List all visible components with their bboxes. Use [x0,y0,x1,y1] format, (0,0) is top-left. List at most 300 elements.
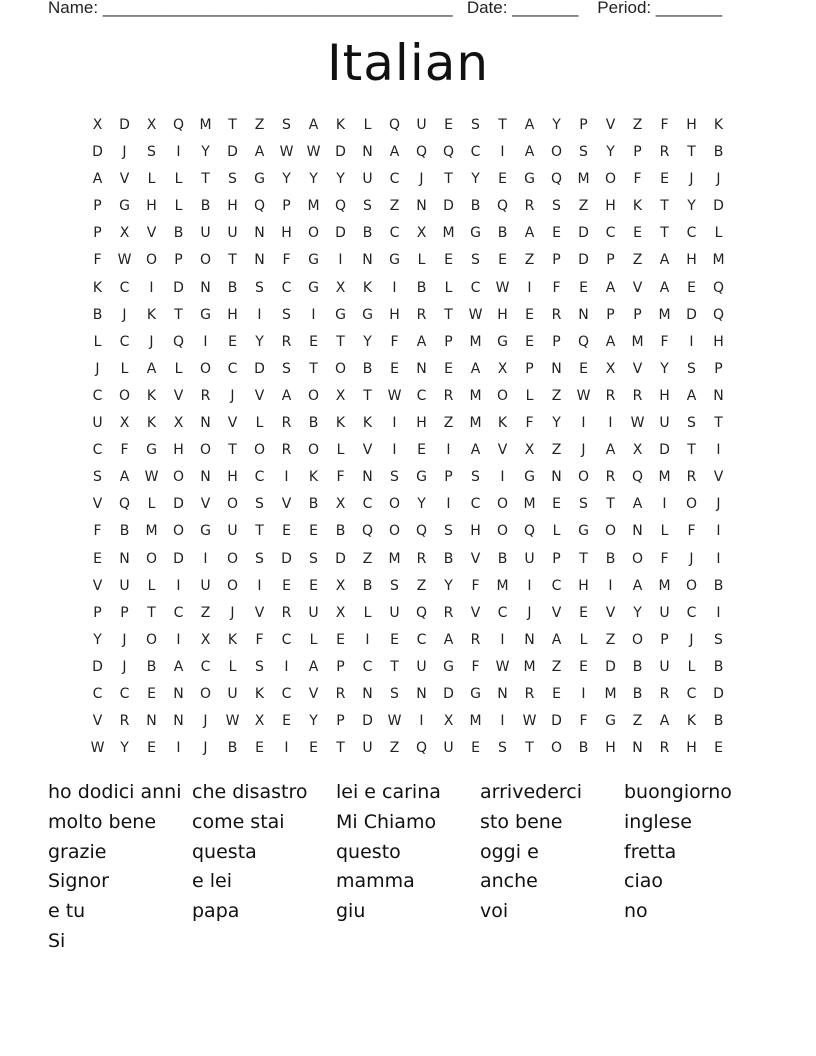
grid-letter[interactable]: A [173,658,184,675]
grid-letter[interactable]: I [608,577,613,594]
grid-letter[interactable]: B [362,360,373,377]
grid-letter[interactable]: L [687,658,696,675]
grid-letter[interactable]: P [552,550,561,567]
grid-letter[interactable]: U [524,550,535,567]
grid-letter[interactable]: I [716,550,721,567]
grid-letter[interactable]: F [633,171,642,188]
grid-letter[interactable]: V [605,117,616,133]
grid-letter[interactable]: N [632,740,643,757]
grid-letter[interactable]: J [527,604,532,621]
period-blank[interactable]: _______ [655,0,723,17]
grid-letter[interactable]: J [203,713,208,730]
grid-letter[interactable]: E [444,117,453,133]
grid-letter[interactable]: K [335,415,346,432]
grid-letter[interactable]: A [254,144,265,161]
grid-letter[interactable]: R [281,442,292,459]
grid-letter[interactable]: P [174,252,183,269]
grid-letter[interactable]: F [471,658,480,675]
grid-letter[interactable]: R [686,469,697,486]
grid-letter[interactable]: H [470,523,481,540]
grid-letter[interactable]: A [632,496,643,513]
grid-letter[interactable]: G [200,306,211,323]
grid-letter[interactable]: H [497,306,508,323]
grid-letter[interactable]: F [255,631,264,648]
grid-letter[interactable]: Z [416,577,427,594]
grid-letter[interactable]: G [578,523,589,540]
grid-letter[interactable]: C [227,360,238,377]
grid-letter[interactable]: R [200,387,211,404]
grid-letter[interactable]: S [552,198,561,215]
grid-letter[interactable]: X [254,713,265,730]
grid-letter[interactable]: E [444,360,453,377]
grid-letter[interactable]: V [632,360,643,377]
grid-letter[interactable]: Y [336,171,345,188]
grid-letter[interactable]: S [687,360,696,377]
grid-letter[interactable]: Y [309,171,318,188]
grid-letter[interactable]: O [145,550,158,567]
grid-letter[interactable]: Q [415,144,428,161]
grid-letter[interactable]: C [416,631,427,648]
grid-letter[interactable]: O [388,523,401,540]
grid-letter[interactable]: S [390,469,399,486]
grid-letter[interactable]: N [551,360,562,377]
grid-letter[interactable]: C [362,658,373,675]
grid-letter[interactable]: K [146,415,157,432]
grid-letter[interactable]: C [200,658,211,675]
grid-letter[interactable]: E [390,631,399,648]
grid-letter[interactable]: A [308,117,319,133]
grid-letter[interactable]: P [579,117,588,133]
grid-letter[interactable]: C [686,685,697,702]
grid-letter[interactable]: O [550,144,563,161]
grid-letter[interactable]: G [254,171,265,188]
grid-letter[interactable]: Y [633,604,642,621]
grid-letter[interactable]: E [525,333,534,350]
grid-letter[interactable]: K [146,387,157,404]
grid-letter[interactable]: I [500,144,505,161]
grid-letter[interactable]: D [92,658,103,675]
grid-letter[interactable]: X [335,577,346,594]
grid-letter[interactable]: B [605,550,616,567]
grid-letter[interactable]: O [172,523,185,540]
grid-letter[interactable]: I [392,415,397,432]
grid-letter[interactable]: Y [471,171,480,188]
grid-letter[interactable]: O [199,360,212,377]
grid-letter[interactable]: Z [551,658,562,675]
grid-letter[interactable]: H [578,577,589,594]
grid-letter[interactable]: I [149,279,154,296]
grid-letter[interactable]: I [176,631,181,648]
grid-letter[interactable]: L [174,360,183,377]
grid-letter[interactable]: Q [415,604,428,621]
grid-letter[interactable]: V [92,713,103,730]
grid-letter[interactable]: W [387,387,402,404]
grid-letter[interactable]: Q [334,198,347,215]
grid-letter[interactable]: S [282,360,291,377]
grid-letter[interactable]: Y [552,117,561,133]
grid-letter[interactable]: L [228,658,237,675]
grid-letter[interactable]: B [362,225,373,242]
grid-letter[interactable]: Z [524,252,535,269]
grid-letter[interactable]: J [419,171,424,188]
grid-letter[interactable]: Z [632,713,643,730]
grid-letter[interactable]: G [524,171,535,188]
grid-letter[interactable]: A [605,279,616,296]
grid-letter[interactable]: E [282,713,291,730]
grid-letter[interactable]: R [524,198,535,215]
grid-letter[interactable]: S [255,496,264,513]
grid-letter[interactable]: N [713,387,724,404]
grid-letter[interactable]: F [660,117,669,133]
grid-letter[interactable]: O [631,550,644,567]
grid-letter[interactable]: I [716,442,721,459]
grid-letter[interactable]: Q [712,279,725,296]
grid-letter[interactable]: H [686,740,697,757]
grid-letter[interactable]: P [120,604,129,621]
grid-letter[interactable]: I [689,333,694,350]
grid-letter[interactable]: H [605,740,616,757]
grid-letter[interactable]: I [527,279,532,296]
grid-letter[interactable]: M [145,523,158,540]
grid-letter[interactable]: N [416,685,427,702]
grid-letter[interactable]: Y [417,496,426,513]
grid-letter[interactable]: O [631,631,644,648]
grid-letter[interactable]: B [308,496,319,513]
grid-letter[interactable]: P [633,306,642,323]
grid-letter[interactable]: H [173,442,184,459]
grid-letter[interactable]: E [93,550,102,567]
grid-letter[interactable]: R [443,604,454,621]
grid-letter[interactable]: D [173,279,184,296]
grid-letter[interactable]: B [335,523,346,540]
grid-letter[interactable]: Z [632,117,643,133]
grid-letter[interactable]: P [552,333,561,350]
grid-letter[interactable]: B [443,550,454,567]
grid-letter[interactable]: I [500,713,505,730]
grid-letter[interactable]: K [713,117,724,133]
grid-letter[interactable]: D [713,685,724,702]
grid-letter[interactable]: W [279,144,294,161]
grid-letter[interactable]: E [579,604,588,621]
grid-letter[interactable]: F [525,415,534,432]
grid-letter[interactable]: U [227,225,238,242]
grid-letter[interactable]: I [176,577,181,594]
grid-letter[interactable]: A [605,333,616,350]
grid-letter[interactable]: T [525,740,534,757]
grid-letter[interactable]: W [225,713,240,730]
grid-letter[interactable]: G [470,685,481,702]
grid-letter[interactable]: I [446,442,451,459]
grid-letter[interactable]: D [119,117,130,133]
grid-letter[interactable]: X [416,225,427,242]
grid-letter[interactable]: E [417,442,426,459]
grid-letter[interactable]: C [470,144,481,161]
grid-letter[interactable]: Q [631,469,644,486]
grid-letter[interactable]: G [470,225,481,242]
grid-letter[interactable]: C [119,685,130,702]
grid-letter[interactable]: X [524,442,535,459]
grid-letter[interactable]: L [255,415,264,432]
grid-letter[interactable]: F [390,333,399,350]
grid-letter[interactable]: M [658,577,671,594]
grid-letter[interactable]: E [228,333,237,350]
grid-letter[interactable]: A [146,360,157,377]
grid-letter[interactable]: T [228,117,237,133]
grid-letter[interactable]: I [581,685,586,702]
grid-letter[interactable]: J [716,496,721,513]
grid-letter[interactable]: W [495,279,510,296]
grid-letter[interactable]: B [146,658,157,675]
grid-letter[interactable]: A [443,631,454,648]
grid-letter[interactable]: D [227,144,238,161]
grid-letter[interactable]: P [552,252,561,269]
grid-letter[interactable]: L [363,604,372,621]
grid-letter[interactable]: R [659,144,670,161]
grid-letter[interactable]: H [227,198,238,215]
grid-letter[interactable]: P [633,144,642,161]
grid-letter[interactable]: M [523,658,536,675]
grid-letter[interactable]: L [579,631,588,648]
grid-letter[interactable]: M [469,387,482,404]
grid-letter[interactable]: P [336,713,345,730]
grid-letter[interactable]: I [446,496,451,513]
grid-letter[interactable]: U [416,117,427,133]
grid-letter[interactable]: H [416,415,427,432]
grid-letter[interactable]: J [149,333,154,350]
grid-letter[interactable]: E [147,685,156,702]
grid-letter[interactable]: N [173,713,184,730]
grid-letter[interactable]: F [93,252,102,269]
grid-letter[interactable]: D [605,658,616,675]
grid-letter[interactable]: E [390,360,399,377]
grid-letter[interactable]: V [308,685,319,702]
grid-letter[interactable]: Q [442,144,455,161]
grid-letter[interactable]: Z [605,631,616,648]
grid-letter[interactable]: O [604,171,617,188]
grid-letter[interactable]: G [416,469,427,486]
grid-letter[interactable]: E [309,740,318,757]
grid-letter[interactable]: U [227,685,238,702]
grid-letter[interactable]: D [362,713,373,730]
grid-letter[interactable]: I [203,550,208,567]
grid-letter[interactable]: J [581,442,586,459]
grid-letter[interactable]: V [146,225,157,242]
grid-letter[interactable]: N [416,360,427,377]
grid-letter[interactable]: V [254,387,265,404]
grid-letter[interactable]: B [227,740,238,757]
grid-letter[interactable]: C [470,279,481,296]
grid-letter[interactable]: T [174,306,183,323]
grid-letter[interactable]: X [632,442,643,459]
grid-letter[interactable]: D [92,144,103,161]
grid-letter[interactable]: G [362,306,373,323]
grid-letter[interactable]: Z [551,442,562,459]
grid-letter[interactable]: T [606,496,615,513]
grid-letter[interactable]: L [147,577,156,594]
grid-letter[interactable]: Q [118,496,131,513]
grid-letter[interactable]: S [471,469,480,486]
grid-letter[interactable]: Y [444,577,453,594]
grid-letter[interactable]: W [144,469,159,486]
grid-letter[interactable]: Q [523,523,536,540]
grid-letter[interactable]: U [200,577,211,594]
grid-letter[interactable]: I [311,306,316,323]
grid-letter[interactable]: S [390,685,399,702]
grid-letter[interactable]: N [254,252,265,269]
grid-letter[interactable]: T [687,144,696,161]
grid-letter[interactable]: Q [415,523,428,540]
grid-letter[interactable]: B [632,658,643,675]
grid-letter[interactable]: V [632,279,643,296]
grid-letter[interactable]: D [686,306,697,323]
grid-letter[interactable]: V [497,442,508,459]
grid-letter[interactable]: J [689,631,694,648]
grid-letter[interactable]: T [579,550,588,567]
grid-letter[interactable]: Q [253,198,266,215]
grid-letter[interactable]: I [284,658,289,675]
grid-letter[interactable]: O [577,469,590,486]
grid-letter[interactable]: Y [687,198,696,215]
grid-letter[interactable]: N [578,306,589,323]
grid-letter[interactable]: I [284,469,289,486]
grid-letter[interactable]: S [579,144,588,161]
grid-letter[interactable]: U [92,415,103,432]
grid-letter[interactable]: E [498,252,507,269]
grid-letter[interactable]: T [201,171,210,188]
grid-letter[interactable]: B [713,577,724,594]
grid-letter[interactable]: V [200,496,211,513]
grid-letter[interactable]: G [308,279,319,296]
grid-letter[interactable]: A [686,387,697,404]
grid-letter[interactable]: I [176,144,181,161]
grid-letter[interactable]: E [579,360,588,377]
grid-letter[interactable]: J [716,171,721,188]
grid-letter[interactable]: U [119,577,130,594]
grid-letter[interactable]: M [442,225,455,242]
grid-letter[interactable]: Z [389,198,400,215]
grid-letter[interactable]: E [498,171,507,188]
grid-letter[interactable]: H [227,469,238,486]
grid-letter[interactable]: C [686,604,697,621]
grid-letter[interactable]: I [257,577,262,594]
grid-letter[interactable]: L [120,360,129,377]
grid-letter[interactable]: G [389,252,400,269]
grid-letter[interactable]: L [714,225,723,242]
grid-letter[interactable]: G [443,658,454,675]
grid-letter[interactable]: I [176,740,181,757]
grid-letter[interactable]: H [389,306,400,323]
grid-letter[interactable]: T [228,252,237,269]
grid-letter[interactable]: E [309,333,318,350]
grid-letter[interactable]: Q [712,306,725,323]
grid-letter[interactable]: D [443,685,454,702]
grid-letter[interactable]: I [392,442,397,459]
grid-letter[interactable]: I [581,415,586,432]
grid-letter[interactable]: N [632,523,643,540]
grid-letter[interactable]: I [527,577,532,594]
grid-letter[interactable]: G [119,198,130,215]
grid-letter[interactable]: L [525,387,534,404]
grid-letter[interactable]: A [659,713,670,730]
grid-letter[interactable]: D [659,442,670,459]
grid-letter[interactable]: O [199,252,212,269]
grid-letter[interactable]: F [579,713,588,730]
grid-letter[interactable]: K [227,631,238,648]
grid-letter[interactable]: J [689,550,694,567]
grid-letter[interactable]: T [336,740,345,757]
grid-letter[interactable]: C [92,387,103,404]
grid-letter[interactable]: V [281,496,292,513]
grid-letter[interactable]: K [254,685,265,702]
grid-letter[interactable]: P [660,631,669,648]
grid-letter[interactable]: E [309,523,318,540]
grid-letter[interactable]: Y [309,713,318,730]
grid-letter[interactable]: M [658,306,671,323]
grid-letter[interactable]: J [95,360,100,377]
grid-letter[interactable]: P [606,306,615,323]
grid-letter[interactable]: S [147,144,156,161]
grid-letter[interactable]: E [552,225,561,242]
grid-letter[interactable]: N [362,469,373,486]
grid-letter[interactable]: R [281,604,292,621]
grid-letter[interactable]: E [147,740,156,757]
grid-letter[interactable]: O [307,442,320,459]
grid-letter[interactable]: X [200,631,211,648]
grid-letter[interactable]: M [388,550,401,567]
grid-letter[interactable]: T [498,117,507,133]
grid-letter[interactable]: Y [201,144,210,161]
grid-letter[interactable]: J [230,387,235,404]
grid-letter[interactable]: R [632,387,643,404]
grid-letter[interactable]: F [282,252,291,269]
grid-letter[interactable]: T [687,442,696,459]
grid-letter[interactable]: I [500,469,505,486]
grid-letter[interactable]: P [282,198,291,215]
grid-letter[interactable]: R [119,713,130,730]
grid-letter[interactable]: C [470,496,481,513]
grid-letter[interactable]: B [470,198,481,215]
grid-letter[interactable]: R [416,306,427,323]
grid-letter[interactable]: M [469,713,482,730]
grid-letter[interactable]: V [362,442,373,459]
grid-letter[interactable]: I [338,252,343,269]
grid-letter[interactable]: O [685,577,698,594]
grid-letter[interactable]: N [200,415,211,432]
grid-letter[interactable]: S [471,252,480,269]
grid-letter[interactable]: C [497,604,508,621]
grid-letter[interactable]: M [523,496,536,513]
grid-letter[interactable]: V [254,604,265,621]
date-blank[interactable]: _______ [512,0,579,17]
grid-letter[interactable]: W [630,415,645,432]
grid-letter[interactable]: A [470,360,481,377]
grid-letter[interactable]: E [255,740,264,757]
grid-letter[interactable]: I [716,523,721,540]
grid-letter[interactable]: I [203,333,208,350]
grid-letter[interactable]: I [257,306,262,323]
grid-letter[interactable]: E [579,658,588,675]
grid-letter[interactable]: M [469,415,482,432]
grid-letter[interactable]: B [578,740,589,757]
grid-letter[interactable]: A [659,279,670,296]
grid-letter[interactable]: L [174,198,183,215]
grid-letter[interactable]: U [659,658,670,675]
grid-letter[interactable]: A [524,144,535,161]
grid-letter[interactable]: O [550,740,563,757]
grid-letter[interactable]: Q [577,333,590,350]
grid-letter[interactable]: E [579,279,588,296]
grid-letter[interactable]: R [416,550,427,567]
